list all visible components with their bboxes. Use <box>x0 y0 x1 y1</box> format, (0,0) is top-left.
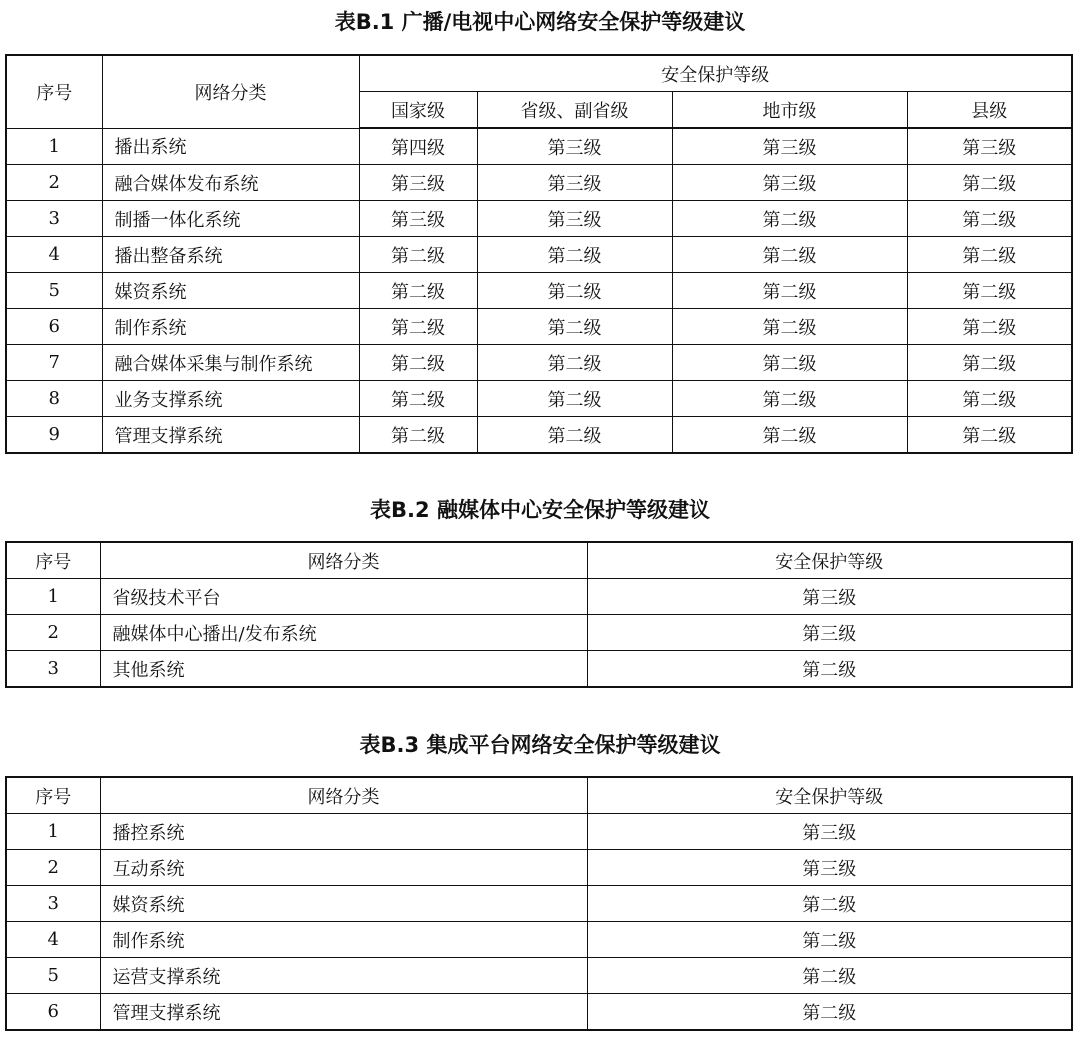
table-row <box>6 309 1072 345</box>
row-level: 第三级 <box>587 850 1072 886</box>
level-county: 第二级 <box>907 309 1072 345</box>
table-row <box>6 201 1072 237</box>
row-index: 2 <box>6 165 102 201</box>
level-city: 第三级 <box>672 165 907 201</box>
level-city: 第三级 <box>672 128 907 165</box>
row-level: 第三级 <box>587 814 1072 850</box>
level-provincial: 第二级 <box>477 381 672 417</box>
row-category: 省级技术平台 <box>100 579 587 615</box>
header-level-county: 县级 <box>907 92 1072 129</box>
level-city: 第二级 <box>672 273 907 309</box>
table-row <box>6 850 1072 886</box>
row-category: 业务支撑系统 <box>102 381 359 417</box>
level-city: 第二级 <box>672 237 907 273</box>
row-level: 第二级 <box>587 651 1072 688</box>
row-index: 6 <box>6 994 100 1031</box>
table-b1-title: 表B.1 广播/电视中心网络安全保护等级建议 <box>334 10 746 34</box>
table-row <box>6 615 1072 651</box>
table-row <box>6 237 1072 273</box>
row-category: 管理支撑系统 <box>102 417 359 454</box>
table-b3-title: 表B.3 集成平台网络安全保护等级建议 <box>359 733 721 757</box>
level-city: 第二级 <box>672 309 907 345</box>
level-provincial: 第二级 <box>477 273 672 309</box>
row-category: 融合媒体发布系统 <box>102 165 359 201</box>
table-b3 <box>5 776 1073 1031</box>
header-index: 序号 <box>6 777 100 814</box>
row-level: 第二级 <box>587 886 1072 922</box>
header-category: 网络分类 <box>100 777 587 814</box>
header-category: 网络分类 <box>102 55 359 128</box>
row-index: 9 <box>6 417 102 454</box>
row-index: 4 <box>6 237 102 273</box>
table-row <box>6 886 1072 922</box>
level-county: 第二级 <box>907 417 1072 454</box>
row-index: 6 <box>6 309 102 345</box>
level-city: 第二级 <box>672 417 907 454</box>
level-city: 第二级 <box>672 381 907 417</box>
header-level: 安全保护等级 <box>587 542 1072 579</box>
row-level: 第二级 <box>587 922 1072 958</box>
level-national: 第二级 <box>359 309 477 345</box>
row-category: 制播一体化系统 <box>102 201 359 237</box>
row-index: 2 <box>6 850 100 886</box>
level-provincial: 第二级 <box>477 345 672 381</box>
level-provincial: 第二级 <box>477 309 672 345</box>
table-row <box>6 958 1072 994</box>
level-national: 第三级 <box>359 201 477 237</box>
level-provincial: 第三级 <box>477 128 672 165</box>
table-b1 <box>5 54 1073 454</box>
level-national: 第二级 <box>359 237 477 273</box>
table-row <box>6 128 1072 165</box>
table-row <box>6 579 1072 615</box>
level-city: 第二级 <box>672 345 907 381</box>
level-county: 第二级 <box>907 345 1072 381</box>
row-category: 媒资系统 <box>100 886 587 922</box>
row-index: 3 <box>6 651 100 688</box>
level-provincial: 第二级 <box>477 417 672 454</box>
header-level: 安全保护等级 <box>587 777 1072 814</box>
level-provincial: 第三级 <box>477 165 672 201</box>
level-city: 第二级 <box>672 201 907 237</box>
row-category: 管理支撑系统 <box>100 994 587 1031</box>
row-index: 4 <box>6 922 100 958</box>
row-category: 制作系统 <box>100 922 587 958</box>
row-category: 制作系统 <box>102 309 359 345</box>
table-row <box>6 814 1072 850</box>
header-level-national: 国家级 <box>359 92 477 129</box>
row-index: 1 <box>6 814 100 850</box>
table-row <box>6 417 1072 454</box>
row-index: 3 <box>6 201 102 237</box>
row-index: 5 <box>6 273 102 309</box>
row-index: 3 <box>6 886 100 922</box>
header-level-group: 安全保护等级 <box>359 55 1072 92</box>
header-level-city: 地市级 <box>672 92 907 129</box>
row-level: 第二级 <box>587 994 1072 1031</box>
level-county: 第二级 <box>907 201 1072 237</box>
level-county: 第二级 <box>907 381 1072 417</box>
row-index: 5 <box>6 958 100 994</box>
row-level: 第三级 <box>587 615 1072 651</box>
header-level-provincial: 省级、副省级 <box>477 92 672 129</box>
level-national: 第二级 <box>359 273 477 309</box>
table-row <box>6 273 1072 309</box>
row-category: 播控系统 <box>100 814 587 850</box>
level-county: 第三级 <box>907 128 1072 165</box>
level-county: 第二级 <box>907 237 1072 273</box>
table-row <box>6 165 1072 201</box>
table-b2-title: 表B.2 融媒体中心安全保护等级建议 <box>370 498 710 522</box>
header-category: 网络分类 <box>100 542 587 579</box>
row-category: 互动系统 <box>100 850 587 886</box>
level-provincial: 第三级 <box>477 201 672 237</box>
table-row <box>6 651 1072 688</box>
table-b2 <box>5 541 1073 688</box>
row-index: 2 <box>6 615 100 651</box>
level-county: 第二级 <box>907 165 1072 201</box>
level-national: 第三级 <box>359 165 477 201</box>
table-row <box>6 994 1072 1031</box>
row-index: 7 <box>6 345 102 381</box>
row-category: 媒资系统 <box>102 273 359 309</box>
row-index: 8 <box>6 381 102 417</box>
level-county: 第二级 <box>907 273 1072 309</box>
table-row <box>6 381 1072 417</box>
row-category: 融合媒体采集与制作系统 <box>102 345 359 381</box>
table-row <box>6 922 1072 958</box>
row-category: 融媒体中心播出/发布系统 <box>100 615 587 651</box>
row-index: 1 <box>6 579 100 615</box>
row-index: 1 <box>6 128 102 165</box>
level-provincial: 第二级 <box>477 237 672 273</box>
level-national: 第二级 <box>359 417 477 454</box>
row-category: 播出系统 <box>102 128 359 165</box>
row-level: 第三级 <box>587 579 1072 615</box>
row-level: 第二级 <box>587 958 1072 994</box>
header-index: 序号 <box>6 55 102 128</box>
header-index: 序号 <box>6 542 100 579</box>
row-category: 运营支撑系统 <box>100 958 587 994</box>
row-category: 播出整备系统 <box>102 237 359 273</box>
row-category: 其他系统 <box>100 651 587 688</box>
level-national: 第四级 <box>359 128 477 165</box>
level-national: 第二级 <box>359 345 477 381</box>
table-row <box>6 345 1072 381</box>
level-national: 第二级 <box>359 381 477 417</box>
